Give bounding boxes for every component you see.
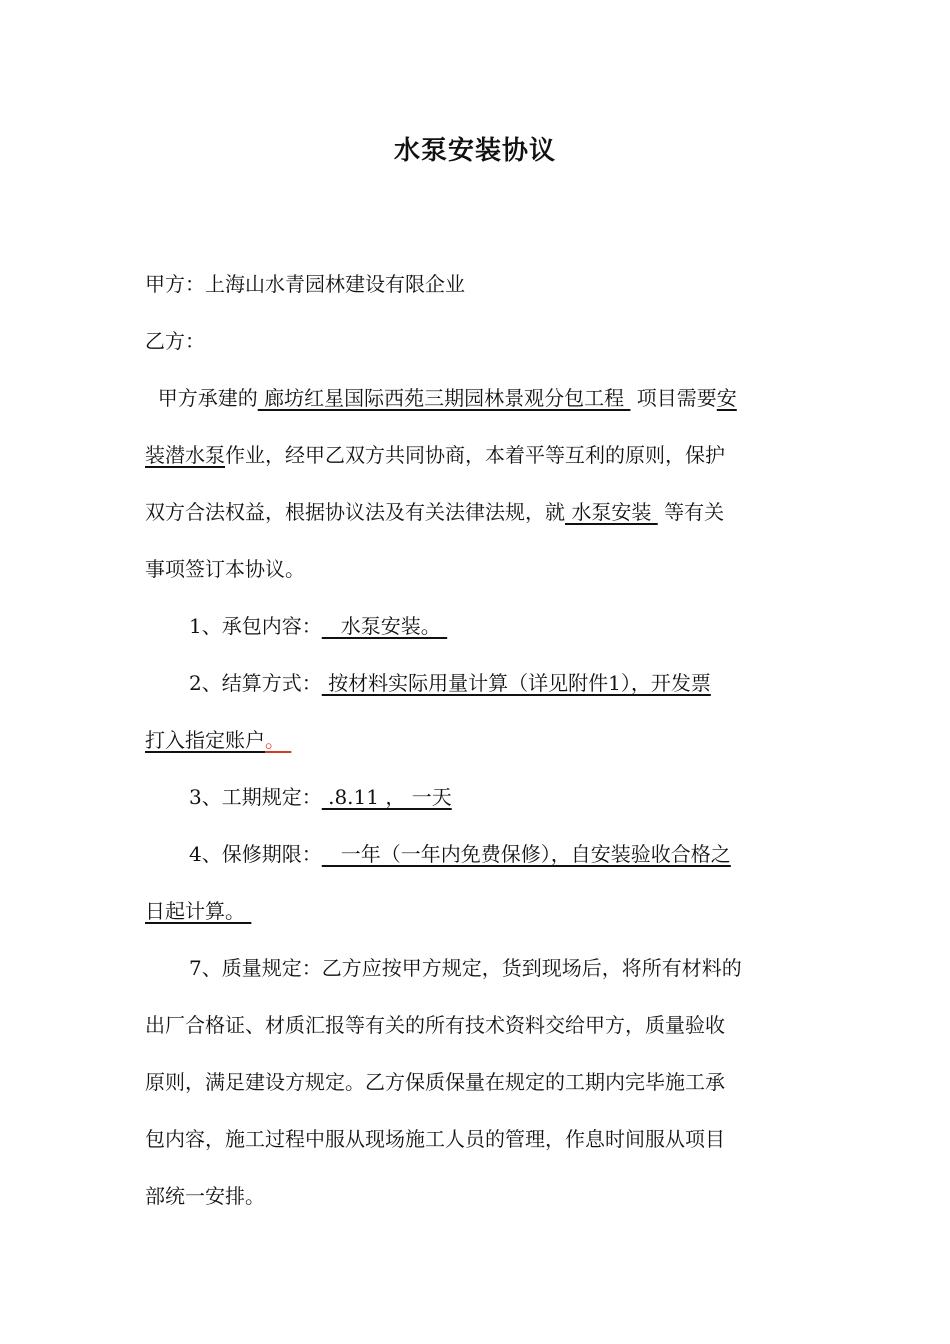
intro-mid: 项目需要 <box>630 386 717 410</box>
clause-1-line <box>145 598 807 655</box>
intro-line-1 <box>145 370 807 427</box>
clause-4-label: 4、保修期限： <box>189 842 322 866</box>
intro-work-2: 装潜水泵 <box>145 443 225 467</box>
document-body <box>145 256 807 1225</box>
clause-7-line-3: 原则，满足建设方规定。乙方保质保量在规定的工期内完毕施工承 <box>145 1070 725 1094</box>
clause-3-label: 3、工期规定： <box>189 785 322 809</box>
clause-7-line-5: 部统一安排。 <box>145 1184 265 1208</box>
clause-7-label: 7、质量规定： <box>189 956 322 980</box>
clause-7-line-4: 包内容，施工过程中服从现场施工人员的管理，作息时间服从项目 <box>145 1127 725 1151</box>
clause-4-value-2: 日起计算。 <box>145 899 252 923</box>
intro-project: 廊坊红星国际西苑三期园林景观分包工程 <box>257 386 631 410</box>
party-b-label: 乙方： <box>145 329 205 353</box>
document-title: 水泵安装协议 <box>393 136 556 166</box>
party-a-label: 甲方： <box>145 272 205 296</box>
party-b-line <box>145 313 807 370</box>
party-a-name: 上海山水青园林建设有限企业 <box>205 272 465 296</box>
clause-7-line-2: 出厂合格证、材质汇报等有关的所有技术资料交给甲方，质量验收 <box>145 1013 725 1037</box>
clause-2-line-1 <box>145 655 807 712</box>
clause-2-value-2-end: 。 <box>265 728 292 752</box>
clause-2-line-2 <box>145 712 807 769</box>
intro-line-2 <box>145 427 807 484</box>
party-a-line <box>145 256 807 313</box>
clause-7-text-1: 乙方应按甲方规定，货到现场后，将所有材料的 <box>321 956 742 980</box>
intro-work-1: 安 <box>716 386 737 410</box>
clause-4-line-2 <box>145 883 807 940</box>
intro-line3-prefix: 双方合法权益，根据协议法及有关法律法规，就 <box>145 500 565 524</box>
clause-3-value: .8.11 ， 一天 <box>321 785 452 809</box>
intro-line-4: 事项签订本协议。 <box>145 557 305 581</box>
clause-4-value-1: 一年（一年内免费保修），自安装验收合格之 <box>321 842 731 866</box>
intro-prefix: 甲方承建的 <box>145 386 258 410</box>
clause-2-label: 2、结算方式： <box>189 671 322 695</box>
clause-2-value-1: 按材料实际用量计算（详见附件1），开发票 <box>321 671 711 695</box>
clause-2-value-2: 打入指定账户 <box>145 728 265 752</box>
clause-4-line-1 <box>145 826 807 883</box>
clause-7-line-1 <box>145 940 807 997</box>
intro-line3-suffix: 等有关 <box>657 500 725 524</box>
intro-line2-rest: 作业，经甲乙双方共同协商，本着平等互利的原则，保护 <box>225 443 725 467</box>
intro-line-3 <box>145 484 807 541</box>
clause-3-line <box>145 769 807 826</box>
clause-1-value: 水泵安装。 <box>321 614 448 638</box>
clause-1-label: 1、承包内容： <box>189 614 322 638</box>
intro-subject: 水泵安装 <box>565 500 658 524</box>
